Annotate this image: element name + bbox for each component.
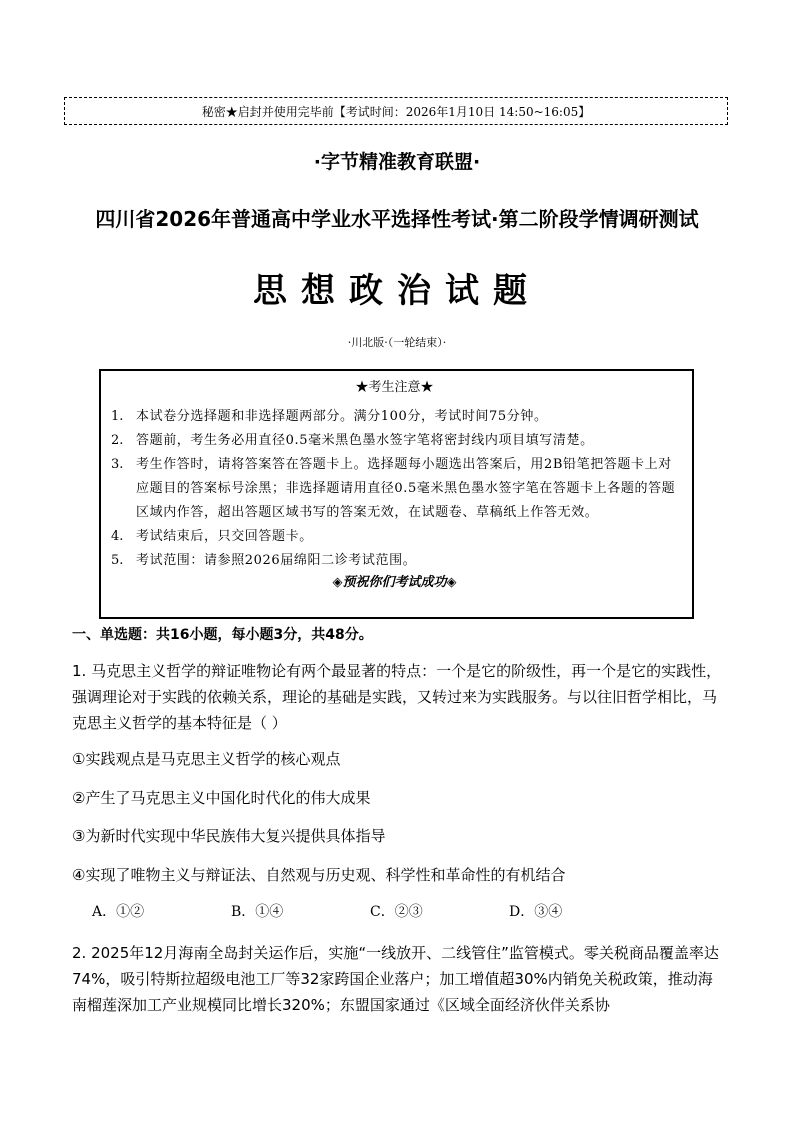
notice-item-text: 考试范围：请参照2026届绵阳二诊考试范围。	[136, 553, 417, 568]
notice-item-text: 考生作答时，请将答案答在答题卡上。选择题每小题选出答案后，用2B铅笔把答题卡上对应题目的答案标号涂黑；非选择题请用直径0.5毫米黑色墨水签字笔在答题卡上各题的答题区域内作答，超出答题区域书写的答案无效，在试题卷、草稿纸上作答无效。	[136, 457, 676, 520]
confidential-banner	[64, 97, 728, 125]
notice-item	[111, 453, 678, 525]
notice-item-number: 3.	[111, 457, 124, 472]
choice-b: B．①④	[231, 904, 284, 920]
question-1-stem: 1. 马克思主义哲学的辩证唯物论有两个最显著的特点：一个是它的阶级性，再一个是它的实践性，强调理论对于实践的依赖关系，理论的基础是实践，又转过来为实践服务。与以往旧哲学相比，马克思主义哲学的基本特征是（ ）	[72, 662, 722, 732]
question-2-stem: 2. 2025年12月海南全岛封关运作后，实施“一线放开、二线管住”监管模式。零关税商品覆盖率达74%，吸引特斯拉超级电池工厂等32家跨国企业落户；加工增值超30%内销免关税政策，推动海南榴莲深加工产业规模同比增长320%；东盟国家通过《区域全面经济伙伴关系协	[72, 944, 719, 1014]
edition-label: ·川北版·（一轮结束）·	[347, 336, 447, 349]
notice-item	[111, 525, 678, 549]
notice-item-number: 4.	[111, 529, 124, 544]
choice-c: C．②③	[370, 904, 423, 920]
notice-item-text: 考试结束后，只交回答题卡。	[136, 529, 313, 544]
alliance-name: ·字节精准教育联盟·	[313, 151, 481, 173]
notice-box	[99, 369, 694, 619]
choice-a: A．①②	[92, 904, 145, 920]
question-1-option: ③为新时代实现中华民族伟大复兴提供具体指导	[72, 827, 386, 845]
question-1-option: ②产生了马克思主义中国化时代化的伟大成果	[72, 789, 371, 807]
notice-item-number: 2.	[111, 433, 124, 448]
notice-list	[111, 405, 678, 573]
notice-item	[111, 405, 678, 429]
notice-item-number: 5.	[111, 553, 124, 568]
confidential-text: 秘密★启封并使用完毕前【考试时间：2026年1月10日 14:50~16:05】	[201, 104, 591, 119]
choice-d: D．③④	[509, 904, 563, 920]
notice-item-text: 本试卷分选择题和非选择题两部分。满分100分，考试时间75分钟。	[136, 409, 548, 424]
question-1-option: ④实现了唯物主义与辩证法、自然观与历史观、科学性和革命性的有机结合	[72, 866, 566, 884]
question-1-choices	[92, 901, 692, 921]
notice-footer: ◈预祝你们考试成功◈	[332, 575, 457, 590]
notice-item	[111, 549, 678, 573]
exam-title: 四川省2026年普通高中学业水平选择性考试·第二阶段学情调研测试	[95, 207, 699, 231]
question-1-option: ①实践观点是马克思主义哲学的核心观点	[72, 750, 341, 768]
notice-item	[111, 429, 678, 453]
subject-title: 思想政治试题	[253, 271, 541, 311]
notice-item-number: 1.	[111, 409, 124, 424]
notice-item-text: 答题前，考生务必用直径0.5毫米黑色墨水签字笔将密封线内项目填写清楚。	[136, 433, 594, 448]
section-title: 一、单选题：共16小题，每小题3分，共48分。	[72, 627, 373, 643]
notice-title: ★考生注意★	[355, 380, 434, 395]
